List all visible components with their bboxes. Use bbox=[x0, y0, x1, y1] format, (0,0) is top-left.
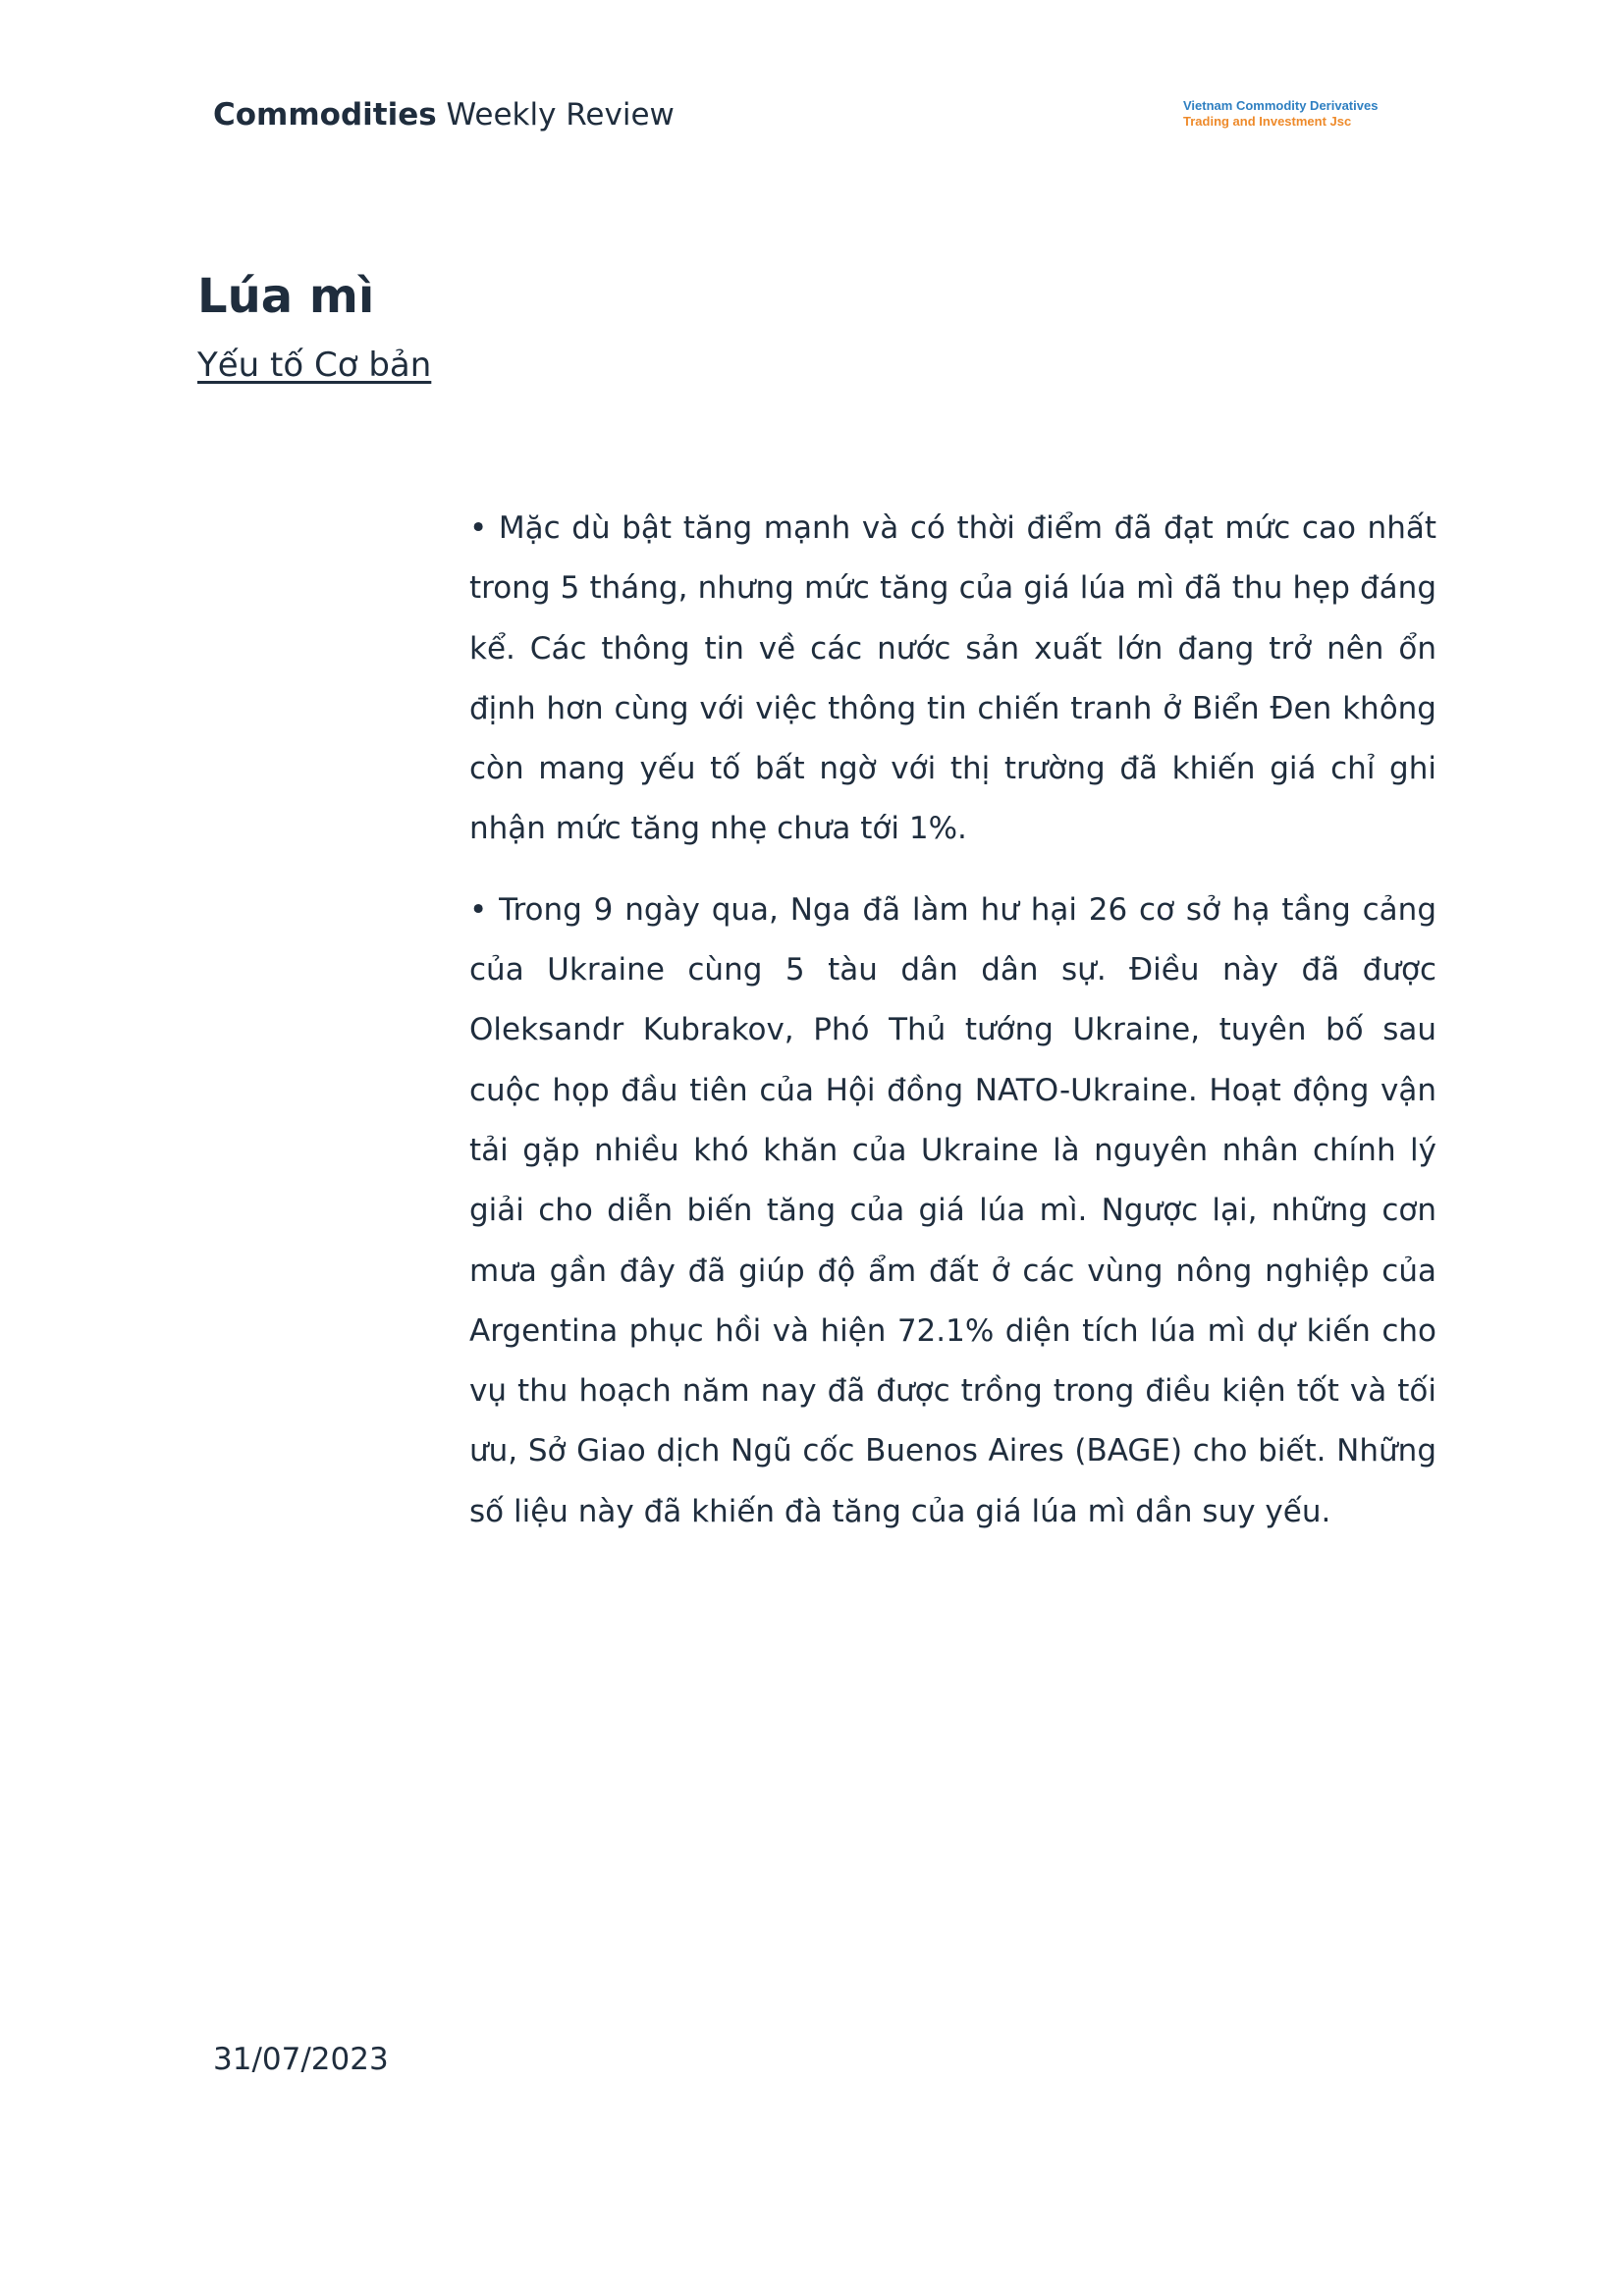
report-title bbox=[213, 95, 675, 134]
section-title: Lúa mì bbox=[197, 269, 375, 324]
body-text bbox=[469, 499, 1436, 1563]
report-title-strong: Commodities bbox=[213, 97, 437, 133]
company-logo bbox=[1183, 98, 1378, 130]
section-subtitle: Yếu tố Cơ bản bbox=[197, 346, 432, 385]
paragraph-1: • Mặc dù bật tăng mạnh và có thời điểm đã đạt mức cao nhất trong 5 tháng, nhưng mức tăng của giá lúa mì đã thu hẹp đáng kể. Các thông tin về các nước sản xuất lớn đang trở nên ổn định hơn cùng với việc thông tin chiến tranh ở Biển Đen không còn mang yếu tố bất ngờ với thị trường đã khiến giá chỉ ghi nhận mức tăng nhẹ chưa tới 1%. bbox=[469, 510, 1436, 847]
paragraph-2: • Trong 9 ngày qua, Nga đã làm hư hại 26 cơ sở hạ tầng cảng của Ukraine cùng 5 tàu dân dân sự. Điều này đã được Oleksandr Kubrakov, Phó Thủ tướng Ukraine, tuyên bố sau cuộc họp đầu tiên của Hội đồng NATO-Ukraine. Hoạt động vận tải gặp nhiều khó khăn của Ukraine là nguyên nhân chính lý giải cho diễn biến tăng của giá lúa mì. Ngược lại, những cơn mưa gần đây đã giúp độ ẩm đất ở các vùng nông nghiệp của Argentina phục hồi và hiện 72.1% diện tích lúa mì dự kiến cho vụ thu hoạch năm nay đã được trồng trong điều kiện tốt và tối ưu, Sở Giao dịch Ngũ cốc Buenos Aires (BAGE) cho biết. Những số liệu này đã khiến đà tăng của giá lúa mì dần suy yếu. bbox=[469, 891, 1436, 1529]
logo-line-1: Vietnam Commodity Derivatives bbox=[1183, 98, 1379, 113]
report-title-rest: Weekly Review bbox=[436, 97, 675, 133]
logo-line-2: Trading and Investment Jsc bbox=[1183, 114, 1352, 129]
footer-date: 31/07/2023 bbox=[213, 2042, 389, 2077]
